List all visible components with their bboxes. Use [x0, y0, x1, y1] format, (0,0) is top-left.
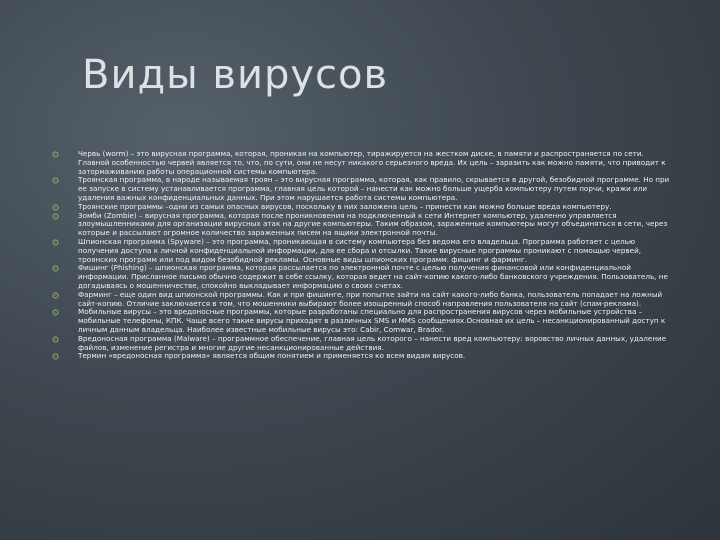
bullet-text: Червь (worm) – это вирусная программа, которая, проникая на компьютер, тиражируется на жестком диске, в памяти и распространяется по сети. Главной особенностью червей является то, что, по сути, они не несут никакого серьезного вреда. Их цель – заразить как можно памяти, что приводит к затормаживанию работы операционной системы компьютера.: [78, 149, 666, 176]
bullet-text: Мобильные вирусы – это вредоносные программы, которые разработаны специально для распространения вирусов через мобильные устройства – мобильные телефоны, КПК. Чаще всего такие вирусы приходят в различных SMS и MMS сообщениях.Основная их цель – несанкционированный доступ к личным данным владельца. Наиболее известные мобильные вирусы это: Cabir, Comwar, Brador.: [78, 307, 666, 334]
bullet-text: Троянская программа, в народе называемая троян – это вирусная программа, которая, как правило, скрывается в другой, безобидной программе. Но при ее запуске в систему устанавливается программа, главная цель которой – нанести как можно больше ущерба компьютеру путем порчи, кражи или удаления важных конфиденциальных данных. При этом нарушается работа системы компьютера.: [78, 175, 670, 202]
bullet-text: Шпионская программа (Spyware) – это программа, проникающая в систему компьютера без ведома его владельца. Программа работает с целью получения доступа к личной конфиденциальной информации, для ее сбора и отсылки. Такие вирусные программы проникают с помощью червей, троянских программ или под видом безобидной рекламы. Основные виды шпионских программ: фишинг и фарминг.: [78, 236, 642, 264]
bullet-item: [50, 335, 670, 353]
circle-bullet-icon: [52, 177, 59, 184]
bullet-item: [50, 150, 670, 176]
circle-bullet-icon: [52, 292, 59, 299]
bullet-text: Термин «вредоносная программа» является общим понятием и применяется ко всем видам вирусов.: [78, 351, 466, 361]
circle-bullet-icon: [52, 151, 59, 158]
slide-title: Виды вирусов: [82, 52, 389, 98]
circle-bullet-icon: [52, 353, 59, 360]
bullet-item: [50, 238, 670, 264]
bullet-list: [50, 150, 670, 361]
bullet-item: [50, 352, 670, 361]
bullet-text: Фишинг (Phishing) – шпионская программа, которая рассылается по электронной почте с целью получения финансовой или конфиденциальной информации. Присланное письмо обычно содержит в себе ссылку, которая ведет на сайт-копию какого-либо банковского учреждения. Пользователь, не догадываясь о мошенничестве, спокойно выкладывает информацию о своих счетах.: [78, 263, 668, 290]
bullet-item: [50, 176, 670, 202]
bullet-text: Фарминг – еще один вид шпионской программы. Как и при фишинге, при попытке зайти на сайт какого-либо банка, пользователь попадает на ложный сайт-копию. Отличие заключается в том, что мошенники выбирают более изощренный способ направления пользователя на сайт (спам-реклама).: [78, 289, 663, 308]
bullet-item: [50, 291, 670, 309]
bullet-item: [50, 264, 670, 290]
circle-bullet-icon: [52, 239, 59, 246]
circle-bullet-icon: [52, 213, 59, 220]
bullet-item: [50, 212, 670, 238]
bullet-item: [50, 308, 670, 334]
circle-bullet-icon: [52, 309, 59, 316]
bullet-text: Зомби (Zombie) – вирусная программа, которая после проникновения на подключенный к сети Интернет компьютер, удаленно управляется злоумышленниками для организации вирусных атак на другие компьютеры. Таким образом, зараженные компьютеры могут объединяться в сети, через которые и рассылают огромное количество зараженных писем на ящики электронной почты.: [78, 210, 668, 238]
circle-bullet-icon: [52, 336, 59, 343]
bullet-text: Троянские программы –одни из самых опасных вирусов, поскольку в них заложена цель – принести как можно больше вреда компьютеру.: [78, 201, 612, 211]
circle-bullet-icon: [52, 204, 59, 211]
bullet-text: Вредоносная программа (Malware) – программное обеспечение, главная цель которого – нанести вред компьютеру: воровство личных данных, удаление файлов, изменение регистра и многие другие несанкционированные действия.: [78, 333, 667, 352]
circle-bullet-icon: [52, 265, 59, 272]
